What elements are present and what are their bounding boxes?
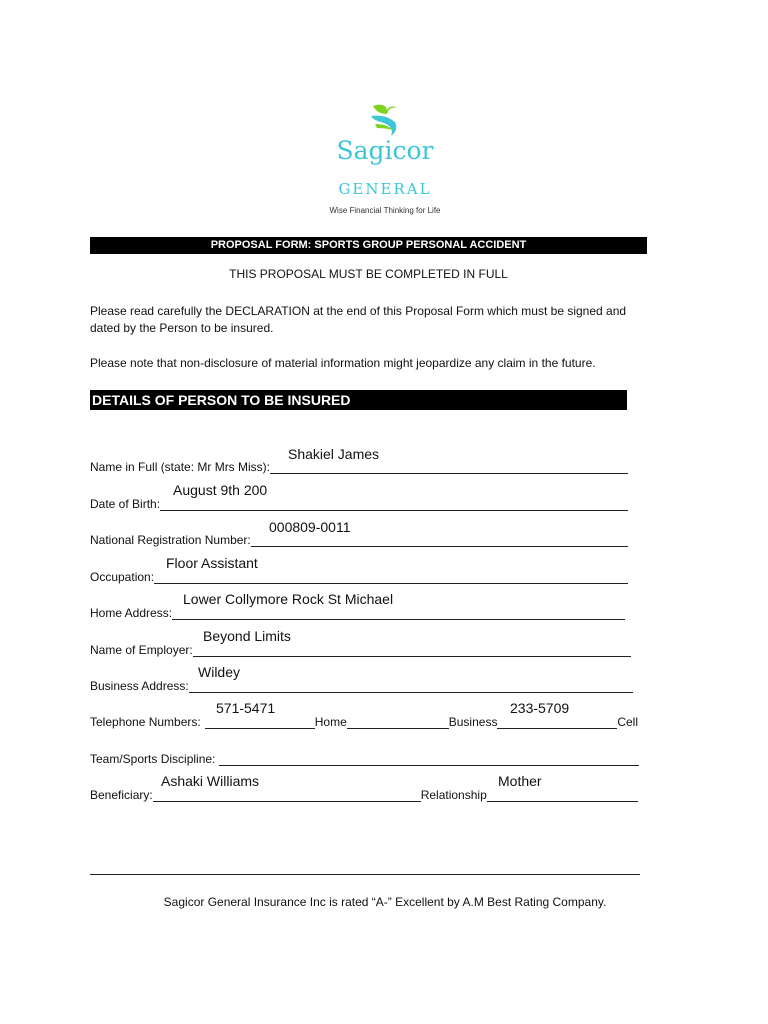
disclosure-note: Please note that non-disclosure of material information might jeopardize any claim in the future.	[90, 356, 596, 370]
sagicor-s-icon	[365, 100, 405, 140]
dob-label: Date of Birth:	[90, 497, 161, 511]
name-label: Name in Full (state: Mr Mrs Miss):	[90, 460, 271, 474]
form-subtitle: THIS PROPOSAL MUST BE COMPLETED IN FULL	[229, 267, 508, 281]
dob-field[interactable]	[90, 495, 628, 511]
business-address-field[interactable]	[90, 677, 633, 693]
home-address-underline	[172, 607, 625, 620]
cell-label: Cell	[617, 715, 638, 729]
team-field[interactable]	[90, 750, 639, 766]
beneficiary-underline[interactable]	[153, 789, 421, 802]
logo-division: GENERAL	[338, 180, 432, 198]
name-underline	[270, 461, 628, 474]
home-label: Home	[314, 715, 347, 729]
business-address-underline	[189, 680, 633, 693]
occupation-label: Occupation:	[90, 570, 155, 584]
nrn-field[interactable]	[90, 531, 628, 547]
rating-footer: Sagicor General Insurance Inc is rated “A-” Excellent by A.M Best Rating Company.	[163, 895, 607, 909]
beneficiary-label: Beneficiary:	[90, 788, 153, 802]
beneficiary-value[interactable]: Ashaki Williams	[161, 773, 260, 789]
employer-value[interactable]: Beyond Limits	[203, 628, 291, 644]
nrn-label: National Registration Number:	[90, 533, 251, 547]
logo-brand: Sagicor	[336, 136, 434, 165]
occupation-value[interactable]: Floor Assistant	[166, 555, 258, 571]
employer-field[interactable]	[90, 641, 631, 657]
dob-underline	[160, 498, 628, 511]
business-address-label: Business Address:	[90, 679, 189, 693]
logo-tagline: Wise Financial Thinking for Life	[329, 206, 441, 215]
home-phone-value[interactable]: 571-5471	[216, 700, 276, 716]
section-title: DETAILS OF PERSON TO BE INSURED	[90, 390, 627, 410]
business-address-value[interactable]: Wildey	[198, 664, 241, 680]
team-underline	[219, 753, 639, 766]
cell-phone-underline[interactable]	[497, 716, 617, 729]
dob-value[interactable]: August 9th 200	[173, 482, 268, 498]
team-label: Team/Sports Discipline:	[90, 752, 216, 766]
telephone-label: Telephone Numbers:	[90, 715, 201, 729]
occupation-underline	[154, 571, 628, 584]
form-title: PROPOSAL FORM: SPORTS GROUP PERSONAL ACCIDENT	[90, 237, 647, 254]
relationship-value[interactable]: Mother	[498, 773, 542, 789]
home-phone-underline[interactable]	[205, 716, 315, 729]
employer-underline	[193, 644, 631, 657]
home-address-value[interactable]: Lower Collymore Rock St Michael	[183, 591, 394, 607]
declaration-instruction: Please read carefully the DECLARATION at the end of this Proposal Form which must be signed and dated by the Person to be insured.	[90, 304, 627, 335]
nrn-value[interactable]: 000809-0011	[269, 519, 351, 535]
cell-phone-value[interactable]: 233-5709	[510, 700, 570, 716]
business-phone-underline[interactable]	[347, 716, 449, 729]
nrn-underline	[251, 534, 628, 547]
employer-label: Name of Employer:	[90, 643, 193, 657]
home-address-label: Home Address:	[90, 606, 173, 620]
footer-divider	[90, 874, 640, 875]
relationship-underline[interactable]	[487, 789, 638, 802]
sagicor-logo	[315, 98, 455, 223]
relationship-label: Relationship	[420, 788, 487, 802]
name-value[interactable]: Shakiel James	[288, 446, 380, 462]
business-label: Business	[448, 715, 498, 729]
